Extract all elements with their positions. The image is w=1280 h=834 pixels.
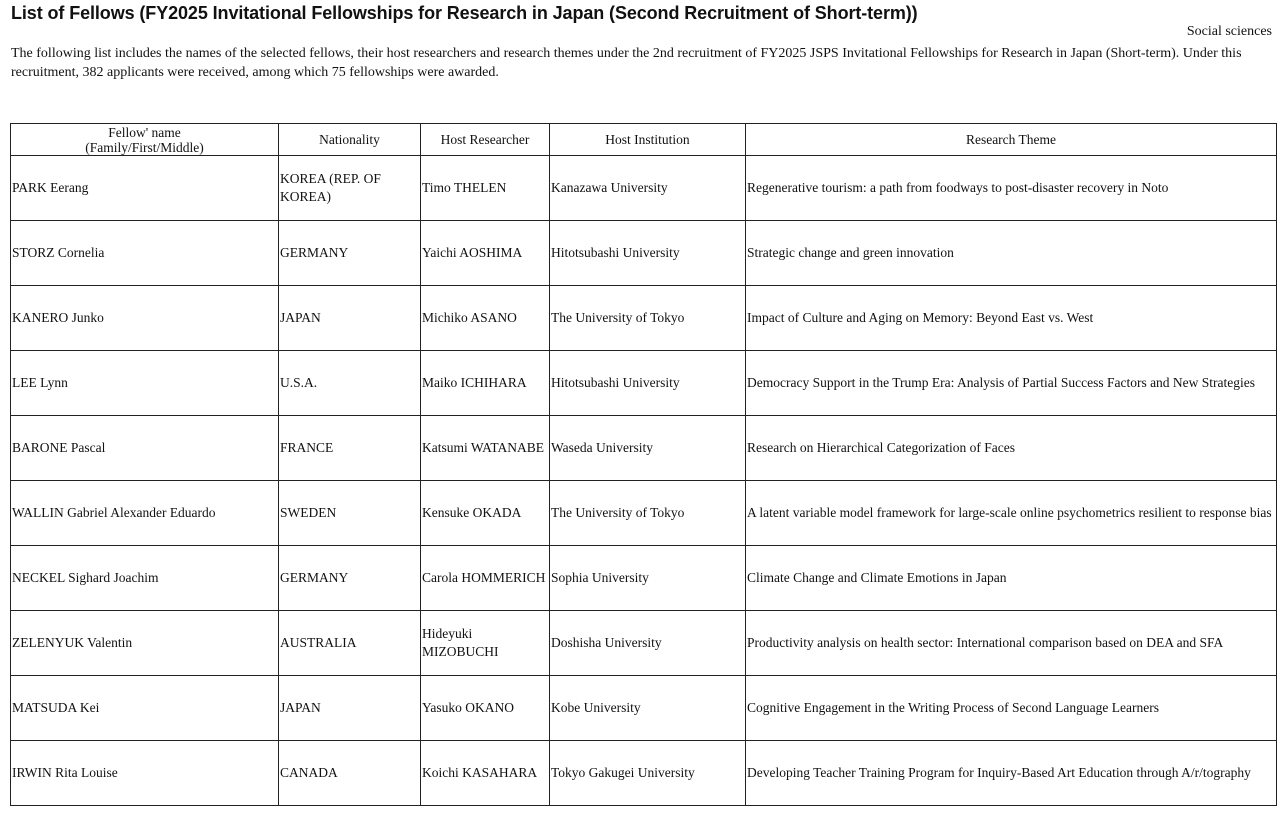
header-fellow-name [11, 124, 279, 156]
host-researcher-cell: Koichi KASAHARA [421, 741, 550, 806]
host-institution-cell: The University of Tokyo [550, 286, 746, 351]
nationality-cell: KOREA (REP. OF KOREA) [279, 156, 421, 221]
host-institution-cell: The University of Tokyo [550, 481, 746, 546]
page-title: List of Fellows (FY2025 Invitational Fellowships for Research in Japan (Second Recruitment of Short-term)) [11, 3, 918, 23]
host-researcher-cell: Timo THELEN [421, 156, 550, 221]
nationality-cell: FRANCE [279, 416, 421, 481]
nationality-cell: U.S.A. [279, 351, 421, 416]
host-researcher-cell: Maiko ICHIHARA [421, 351, 550, 416]
fellows-table-body [11, 156, 1277, 806]
research-theme-cell: Impact of Culture and Aging on Memory: Beyond East vs. West [746, 286, 1277, 351]
table-row [11, 286, 1277, 351]
nationality-cell: CANADA [279, 741, 421, 806]
table-row [11, 481, 1277, 546]
fellows-table [10, 123, 1277, 806]
fellow-name-cell: STORZ Cornelia [11, 221, 279, 286]
table-row [11, 156, 1277, 221]
nationality-cell: AUSTRALIA [279, 611, 421, 676]
intro-paragraph: The following list includes the names of the selected fellows, their host researchers and research themes under the 2nd recruitment of FY2025 JSPS Invitational Fellowships for Research in Japan (Short-term). Under this recruitment, 382 applicants were received, among which 75 fellowships were awarded. [11, 46, 1242, 80]
host-researcher-cell: Michiko ASANO [421, 286, 550, 351]
header-host-researcher: Host Researcher [421, 124, 550, 156]
fellow-name-cell: LEE Lynn [11, 351, 279, 416]
host-institution-cell: Sophia University [550, 546, 746, 611]
host-researcher-cell: Yaichi AOSHIMA [421, 221, 550, 286]
nationality-cell: JAPAN [279, 286, 421, 351]
research-theme-cell: Research on Hierarchical Categorization of Faces [746, 416, 1277, 481]
nationality-cell: SWEDEN [279, 481, 421, 546]
research-theme-cell: Productivity analysis on health sector: International comparison based on DEA and SFA [746, 611, 1277, 676]
host-researcher-cell: Kensuke OKADA [421, 481, 550, 546]
fellow-name-cell: WALLIN Gabriel Alexander Eduardo [11, 481, 279, 546]
table-row [11, 741, 1277, 806]
host-institution-cell: Waseda University [550, 416, 746, 481]
fellow-name-cell: PARK Eerang [11, 156, 279, 221]
header-fellow-name-line1: Fellow' name [108, 124, 181, 140]
host-researcher-cell: Katsumi WATANABE [421, 416, 550, 481]
header-host-institution: Host Institution [550, 124, 746, 156]
fellow-name-cell: IRWIN Rita Louise [11, 741, 279, 806]
table-row [11, 611, 1277, 676]
host-researcher-cell: Carola HOMMERICH [421, 546, 550, 611]
host-institution-cell: Kobe University [550, 676, 746, 741]
research-theme-cell: Democracy Support in the Trump Era: Analysis of Partial Success Factors and New Strategies [746, 351, 1277, 416]
category-label: Social sciences [1186, 24, 1272, 39]
table-row [11, 676, 1277, 741]
host-institution-cell: Kanazawa University [550, 156, 746, 221]
header-research-theme: Research Theme [746, 124, 1277, 156]
research-theme-cell: A latent variable model framework for large-scale online psychometrics resilient to response bias [746, 481, 1277, 546]
table-header-row [11, 124, 1277, 156]
fellow-name-cell: NECKEL Sighard Joachim [11, 546, 279, 611]
host-institution-cell: Hitotsubashi University [550, 351, 746, 416]
fellow-name-cell: KANERO Junko [11, 286, 279, 351]
host-researcher-cell: Hideyuki MIZOBUCHI [421, 611, 550, 676]
host-institution-cell: Doshisha University [550, 611, 746, 676]
host-researcher-cell: Yasuko OKANO [421, 676, 550, 741]
fellow-name-cell: BARONE Pascal [11, 416, 279, 481]
fellow-name-cell: MATSUDA Kei [11, 676, 279, 741]
table-row [11, 416, 1277, 481]
nationality-cell: JAPAN [279, 676, 421, 741]
table-row [11, 546, 1277, 611]
nationality-cell: GERMANY [279, 221, 421, 286]
research-theme-cell: Developing Teacher Training Program for Inquiry-Based Art Education through A/r/tography [746, 741, 1277, 806]
table-row [11, 221, 1277, 286]
header-nationality: Nationality [279, 124, 421, 156]
header-fellow-name-line2: (Family/First/Middle) [85, 139, 204, 155]
table-row [11, 351, 1277, 416]
host-institution-cell: Hitotsubashi University [550, 221, 746, 286]
nationality-cell: GERMANY [279, 546, 421, 611]
research-theme-cell: Strategic change and green innovation [746, 221, 1277, 286]
research-theme-cell: Climate Change and Climate Emotions in Japan [746, 546, 1277, 611]
research-theme-cell: Cognitive Engagement in the Writing Process of Second Language Learners [746, 676, 1277, 741]
host-institution-cell: Tokyo Gakugei University [550, 741, 746, 806]
fellow-name-cell: ZELENYUK Valentin [11, 611, 279, 676]
research-theme-cell: Regenerative tourism: a path from foodways to post-disaster recovery in Noto [746, 156, 1277, 221]
